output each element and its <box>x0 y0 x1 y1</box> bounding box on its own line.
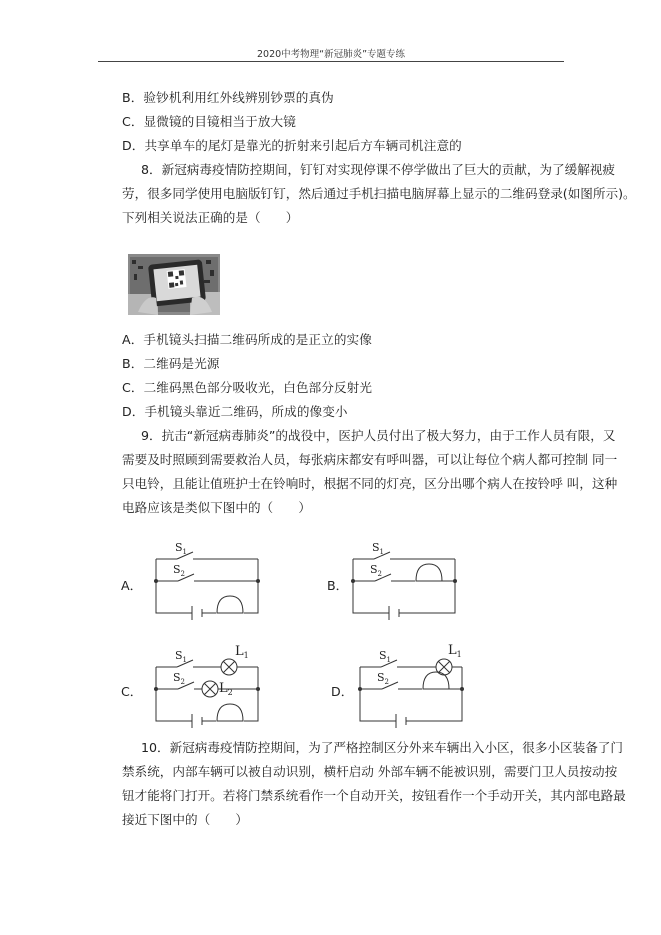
switch-s2-label: S <box>377 671 385 684</box>
q10-stem-line: 钮才能将门打开。若将门禁系统看作一个自动开关，按钮看作一个手动开关，其内部电路最 <box>122 788 626 803</box>
q8-stem-line: 劳，很多同学使用电脑版钉钉，然后通过手机扫描电脑屏幕上显示的二维码登录(如图所示)。 <box>122 186 636 201</box>
q8-option-d: D．手机镜头靠近二维码，所成的像变小 <box>122 404 348 419</box>
lamp-l1-label: L <box>448 643 457 658</box>
switch-s1-sub: 1 <box>182 548 188 556</box>
qr-code-phone-photo <box>128 254 220 315</box>
svg-text:L1 <box>235 644 249 660</box>
lamp-l1-sub: 1 <box>243 651 249 660</box>
q8-option-a: A．手机镜头扫描二维码所成的是正立的实像 <box>122 332 372 347</box>
switch-s2-sub: 2 <box>180 570 186 578</box>
circuit-b-diagram <box>345 538 465 620</box>
q9-stem-line: 电路应该是类似下图中的（ ） <box>122 500 311 515</box>
svg-text:L2 <box>219 681 233 697</box>
switch-s2-sub: 2 <box>377 570 383 578</box>
q10-stem <box>122 736 626 832</box>
svg-text:S1 <box>175 649 187 664</box>
q9-stem-line: 需要及时照顾到需要救治人员，每张病床都安有呼叫器，可以让每位个病人都可控制 同一 <box>122 452 618 467</box>
svg-text:S1 <box>372 541 384 556</box>
switch-s1-label: S <box>175 649 183 662</box>
switch-s1-label: S <box>175 541 183 554</box>
lamp-l2-label: L <box>219 681 228 696</box>
lamp-l1-label: L <box>235 644 244 659</box>
svg-text:S2 <box>370 563 382 578</box>
svg-text:S2 <box>173 563 185 578</box>
circuit-b-label: B． <box>327 578 349 593</box>
switch-s2-label: S <box>370 563 378 576</box>
circuit-c-diagram <box>148 636 273 728</box>
circuit-c-label: C． <box>121 684 143 699</box>
svg-text:S2 <box>377 671 389 686</box>
switch-s1-label: S <box>372 541 380 554</box>
circuit-d-label: D． <box>331 684 354 699</box>
svg-text:L1 <box>448 643 462 659</box>
switch-s1-sub: 1 <box>379 548 385 556</box>
q8-stem <box>122 158 636 230</box>
page-header: 2020中考物理“新冠肺炎”专题专练 <box>256 49 406 60</box>
q7-option-c: C．显微镜的目镜相当于放大镜 <box>122 114 296 129</box>
circuit-d-diagram <box>352 636 477 728</box>
circuit-a-diagram <box>148 538 268 620</box>
svg-text:S2 <box>173 671 185 686</box>
svg-text:S1 <box>379 649 391 664</box>
q7-option-d: D．共享单车的尾灯是靠光的折射来引起后方车辆司机注意的 <box>122 138 462 153</box>
switch-s2-label: S <box>173 563 181 576</box>
switch-s1-label: S <box>379 649 387 662</box>
q10-stem-line: 10．新冠病毒疫情防控期间，为了严格控制区分外来车辆出入小区，很多小区装备了门 <box>141 740 623 755</box>
q9-stem-line: 只电铃，且能让值班护士在铃响时，根据不同的灯亮，区分出哪个病人在按铃呼 叫，这种 <box>122 476 618 491</box>
q8-stem-line: 8．新冠病毒疫情防控期间，钉钉对实现停课不停学做出了巨大的贡献，为了缓解视疲 <box>141 162 615 177</box>
circuit-a-label: A． <box>121 578 143 593</box>
q10-stem-line: 接近下图中的（ ） <box>122 812 248 827</box>
q9-stem-line: 9．抗击“新冠病毒肺炎”的战役中，医护人员付出了极大努力，由于工作人员有限，又 <box>141 428 616 443</box>
q8-option-c: C．二维码黑色部分吸收光，白色部分反射光 <box>122 380 373 395</box>
q8-option-b: B．二维码是光源 <box>122 356 220 371</box>
switch-s1-sub: 1 <box>182 656 188 664</box>
switch-s2-sub: 2 <box>384 678 390 686</box>
switch-s1-sub: 1 <box>386 656 392 664</box>
lamp-l1-sub: 1 <box>456 650 462 659</box>
q9-stem <box>122 424 618 520</box>
switch-s2-sub: 2 <box>180 678 186 686</box>
svg-text:S1 <box>175 541 187 556</box>
q8-stem-line: 下列相关说法正确的是（ ） <box>122 210 299 225</box>
q10-stem-line: 禁系统，内部车辆可以被自动识别，横杆启动 外部车辆不能被识别，需要门卫人员按动按 <box>122 764 618 779</box>
switch-s2-label: S <box>173 671 181 684</box>
q7-option-b: B．验钞机利用红外线辨别钞票的真伪 <box>122 90 334 105</box>
header-rule <box>98 61 564 62</box>
lamp-l2-sub: 2 <box>227 688 233 697</box>
